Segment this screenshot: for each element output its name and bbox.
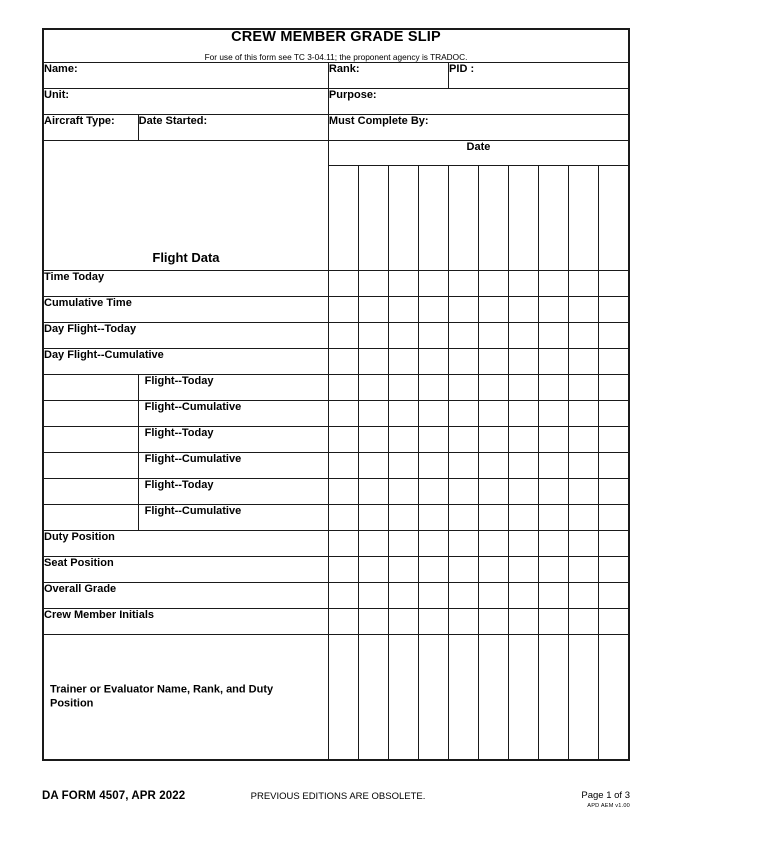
date-entry-cell[interactable] [419,479,449,505]
date-entry-cell[interactable] [479,401,509,427]
form-title: CREW MEMBER GRADE SLIP [231,29,441,45]
date-entry-cell[interactable] [328,401,358,427]
date-entry-cell[interactable] [358,453,388,479]
row-label-text: Day Flight--Today [44,323,137,336]
row-label-3 [43,349,328,375]
date-entry-cell[interactable] [599,297,629,323]
date-entry-cell[interactable] [569,323,599,349]
form-title-block [43,29,629,63]
date-header-entry-cell[interactable] [569,166,599,271]
row-label-text: Flight--Today [144,479,214,492]
date-entry-cell[interactable] [419,609,449,635]
date-entry-cell[interactable] [388,583,418,609]
row-category-cell-5[interactable] [43,401,138,427]
date-entry-cell[interactable] [479,453,509,479]
date-entry-cell[interactable] [569,271,599,297]
row-label-text: Day Flight--Cumulative [44,349,164,362]
date-entry-cell[interactable] [539,609,569,635]
date-entry-cell[interactable] [509,349,539,375]
date-entry-cell[interactable] [599,479,629,505]
date-entry-cell[interactable] [479,531,509,557]
trainer-entry-cell[interactable] [509,635,539,761]
trainer-entry-cell[interactable] [479,635,509,761]
date-entry-cell[interactable] [599,323,629,349]
date-entry-cell[interactable] [358,401,388,427]
date-entry-cell[interactable] [419,401,449,427]
row-label-text: Overall Grade [44,583,117,596]
date-entry-cell[interactable] [328,375,358,401]
date-entry-cell[interactable] [388,427,418,453]
date-entry-cell[interactable] [509,583,539,609]
date-entry-cell[interactable] [449,427,479,453]
row-label-13 [43,609,328,635]
trainer-entry-cell[interactable] [449,635,479,761]
date-entry-cell[interactable] [509,531,539,557]
row-label-text: Flight--Cumulative [144,401,242,414]
date-entry-cell[interactable] [479,271,509,297]
row-label-1 [43,297,328,323]
date-entry-cell[interactable] [539,271,569,297]
date-entry-cell[interactable] [599,401,629,427]
date-entry-cell[interactable] [358,583,388,609]
row-label-10 [43,531,328,557]
date-entry-cell[interactable] [539,505,569,531]
date-entry-cell[interactable] [358,375,388,401]
date-entry-cell[interactable] [449,297,479,323]
form-footer [42,790,634,820]
date-entry-cell[interactable] [419,349,449,375]
date-entry-cell[interactable] [328,271,358,297]
date-entry-cell[interactable] [419,531,449,557]
field-aircraft-type[interactable]: Aircraft Type: [43,115,138,141]
date-entry-cell[interactable] [449,531,479,557]
date-entry-cell[interactable] [358,609,388,635]
date-entry-cell[interactable] [539,557,569,583]
row-label-text: Flight--Cumulative [144,453,242,466]
date-entry-cell[interactable] [449,401,479,427]
date-entry-cell[interactable] [479,427,509,453]
date-entry-cell[interactable] [479,349,509,375]
date-entry-cell[interactable] [569,349,599,375]
date-entry-cell[interactable] [479,323,509,349]
date-entry-cell[interactable] [569,297,599,323]
date-entry-cell[interactable] [539,479,569,505]
date-header-entry-cell[interactable] [328,166,358,271]
date-entry-cell[interactable] [328,505,358,531]
date-entry-cell[interactable] [328,427,358,453]
date-entry-cell[interactable] [509,453,539,479]
date-entry-cell[interactable] [358,297,388,323]
row-label-0 [43,271,328,297]
date-entry-cell[interactable] [358,557,388,583]
field-pid[interactable]: PID : [449,63,629,89]
date-entry-cell[interactable] [599,531,629,557]
date-column-header: Date [328,141,629,166]
date-entry-cell[interactable] [328,297,358,323]
date-entry-cell[interactable] [569,427,599,453]
date-entry-cell[interactable] [539,531,569,557]
row-label-text: Crew Member Initials [44,609,155,622]
date-entry-cell[interactable] [328,479,358,505]
trainer-entry-cell[interactable] [358,635,388,761]
date-entry-cell[interactable] [539,375,569,401]
date-entry-cell[interactable] [449,609,479,635]
row-label-11 [43,557,328,583]
form-subtitle: For use of this form see TC 3-04.11; the proponent agency is TRADOC. [204,51,468,62]
date-entry-cell[interactable] [358,349,388,375]
date-entry-cell[interactable] [449,557,479,583]
date-entry-cell[interactable] [328,453,358,479]
date-entry-cell[interactable] [328,609,358,635]
date-entry-cell[interactable] [419,271,449,297]
row-category-cell-6[interactable] [43,427,138,453]
date-entry-cell[interactable] [569,375,599,401]
trainer-entry-cell[interactable] [388,635,418,761]
date-entry-cell[interactable] [539,427,569,453]
row-category-cell-8[interactable] [43,479,138,505]
flight-data-label: Flight Data [152,250,220,266]
date-entry-cell[interactable] [599,349,629,375]
date-entry-cell[interactable] [449,271,479,297]
row-category-cell-7[interactable] [43,453,138,479]
date-header-entry-cell[interactable] [358,166,388,271]
date-entry-cell[interactable] [569,609,599,635]
date-entry-cell[interactable] [419,427,449,453]
date-entry-cell[interactable] [599,505,629,531]
row-label-text: Time Today [44,271,105,284]
date-entry-cell[interactable] [479,609,509,635]
form-sheet [42,28,630,761]
date-entry-cell[interactable] [509,323,539,349]
date-entry-cell[interactable] [358,531,388,557]
date-entry-cell[interactable] [509,609,539,635]
row-label-text: Seat Position [44,557,114,570]
date-entry-cell[interactable] [358,427,388,453]
date-entry-cell[interactable] [388,479,418,505]
trainer-evaluator-label-cell [43,635,328,761]
date-entry-cell[interactable] [328,349,358,375]
row-label-4 [138,375,328,401]
date-entry-cell[interactable] [358,271,388,297]
row-label-7 [138,453,328,479]
date-entry-cell[interactable] [328,557,358,583]
crew-member-grade-slip-table [42,28,630,761]
date-entry-cell[interactable] [388,323,418,349]
date-entry-cell[interactable] [449,375,479,401]
date-entry-cell[interactable] [328,531,358,557]
date-entry-cell[interactable] [539,349,569,375]
date-entry-cell[interactable] [388,271,418,297]
date-header-entry-cell[interactable] [539,166,569,271]
date-entry-cell[interactable] [569,557,599,583]
field-must-complete-by[interactable]: Must Complete By: [328,115,629,141]
date-entry-cell[interactable] [569,453,599,479]
footer-page-info [581,790,630,809]
row-label-text: Flight--Today [144,375,214,388]
date-entry-cell[interactable] [449,453,479,479]
date-entry-cell[interactable] [569,401,599,427]
date-entry-cell[interactable] [419,557,449,583]
date-entry-cell[interactable] [479,557,509,583]
date-entry-cell[interactable] [358,479,388,505]
date-entry-cell[interactable] [509,375,539,401]
row-label-text: Flight--Cumulative [144,505,242,518]
date-header-entry-cell[interactable] [599,166,629,271]
date-entry-cell[interactable] [419,297,449,323]
date-entry-cell[interactable] [328,583,358,609]
date-header-entry-cell[interactable] [449,166,479,271]
obsolete-note-label: PREVIOUS EDITIONS ARE OBSOLETE. [250,791,426,802]
date-entry-cell[interactable] [599,583,629,609]
trainer-entry-cell[interactable] [539,635,569,761]
date-entry-cell[interactable] [388,505,418,531]
row-category-cell-4[interactable] [43,375,138,401]
date-entry-cell[interactable] [539,401,569,427]
flight-data-section-header [43,141,328,271]
date-entry-cell[interactable] [599,375,629,401]
row-label-6 [138,427,328,453]
apd-version-label: APD AEM v1.00 [587,803,630,809]
row-label-12 [43,583,328,609]
date-entry-cell[interactable] [388,609,418,635]
row-label-8 [138,479,328,505]
row-label-text: Flight--Today [144,427,214,440]
date-entry-cell[interactable] [599,427,629,453]
date-header-entry-cell[interactable] [419,166,449,271]
date-entry-cell[interactable] [569,583,599,609]
date-entry-cell[interactable] [569,531,599,557]
trainer-entry-cell[interactable] [419,635,449,761]
field-unit[interactable]: Unit: [43,89,328,115]
trainer-entry-cell[interactable] [328,635,358,761]
date-header-entry-cell[interactable] [509,166,539,271]
date-entry-cell[interactable] [479,297,509,323]
date-entry-cell[interactable] [509,401,539,427]
date-entry-cell[interactable] [599,453,629,479]
date-entry-cell[interactable] [509,479,539,505]
date-entry-cell[interactable] [388,349,418,375]
date-entry-cell[interactable] [509,297,539,323]
date-entry-cell[interactable] [479,505,509,531]
form-id-label: DA FORM 4507, APR 2022 [42,790,186,802]
date-entry-cell[interactable] [479,583,509,609]
trainer-entry-cell[interactable] [569,635,599,761]
date-entry-cell[interactable] [388,557,418,583]
row-label-text: Duty Position [44,531,115,544]
date-entry-cell[interactable] [539,453,569,479]
field-name[interactable]: Name: [43,63,328,89]
date-entry-cell[interactable] [328,323,358,349]
date-entry-cell[interactable] [419,583,449,609]
date-entry-cell[interactable] [539,297,569,323]
date-entry-cell[interactable] [449,583,479,609]
trainer-entry-cell[interactable] [599,635,629,761]
date-entry-cell[interactable] [479,479,509,505]
date-entry-cell[interactable] [388,401,418,427]
field-purpose[interactable]: Purpose: [328,89,629,115]
date-entry-cell[interactable] [419,375,449,401]
date-entry-cell[interactable] [449,479,479,505]
date-header-entry-cell[interactable] [388,166,418,271]
date-entry-cell[interactable] [358,505,388,531]
trainer-evaluator-label: Trainer or Evaluator Name, Rank, and Duty Position [50,683,274,710]
date-entry-cell[interactable] [419,323,449,349]
date-entry-cell[interactable] [419,505,449,531]
row-label-9 [138,505,328,531]
date-entry-cell[interactable] [449,505,479,531]
date-entry-cell[interactable] [569,505,599,531]
date-entry-cell[interactable] [599,609,629,635]
date-entry-cell[interactable] [539,583,569,609]
date-entry-cell[interactable] [569,479,599,505]
date-entry-cell[interactable] [388,297,418,323]
page-number-label: Page 1 of 3 [581,790,630,801]
date-entry-cell[interactable] [509,557,539,583]
date-entry-cell[interactable] [509,271,539,297]
row-label-5 [138,401,328,427]
date-entry-cell[interactable] [479,375,509,401]
row-category-cell-9[interactable] [43,505,138,531]
date-entry-cell[interactable] [358,323,388,349]
date-entry-cell[interactable] [599,271,629,297]
date-header-entry-cell[interactable] [479,166,509,271]
row-label-2 [43,323,328,349]
date-entry-cell[interactable] [539,323,569,349]
date-entry-cell[interactable] [509,505,539,531]
date-entry-cell[interactable] [388,375,418,401]
date-entry-cell[interactable] [419,453,449,479]
row-label-text: Cumulative Time [44,297,132,310]
date-entry-cell[interactable] [388,453,418,479]
date-entry-cell[interactable] [388,531,418,557]
date-entry-cell[interactable] [509,427,539,453]
date-entry-cell[interactable] [449,323,479,349]
date-entry-cell[interactable] [599,557,629,583]
field-date-started[interactable]: Date Started: [138,115,328,141]
date-entry-cell[interactable] [449,349,479,375]
field-rank[interactable]: Rank: [328,63,448,89]
